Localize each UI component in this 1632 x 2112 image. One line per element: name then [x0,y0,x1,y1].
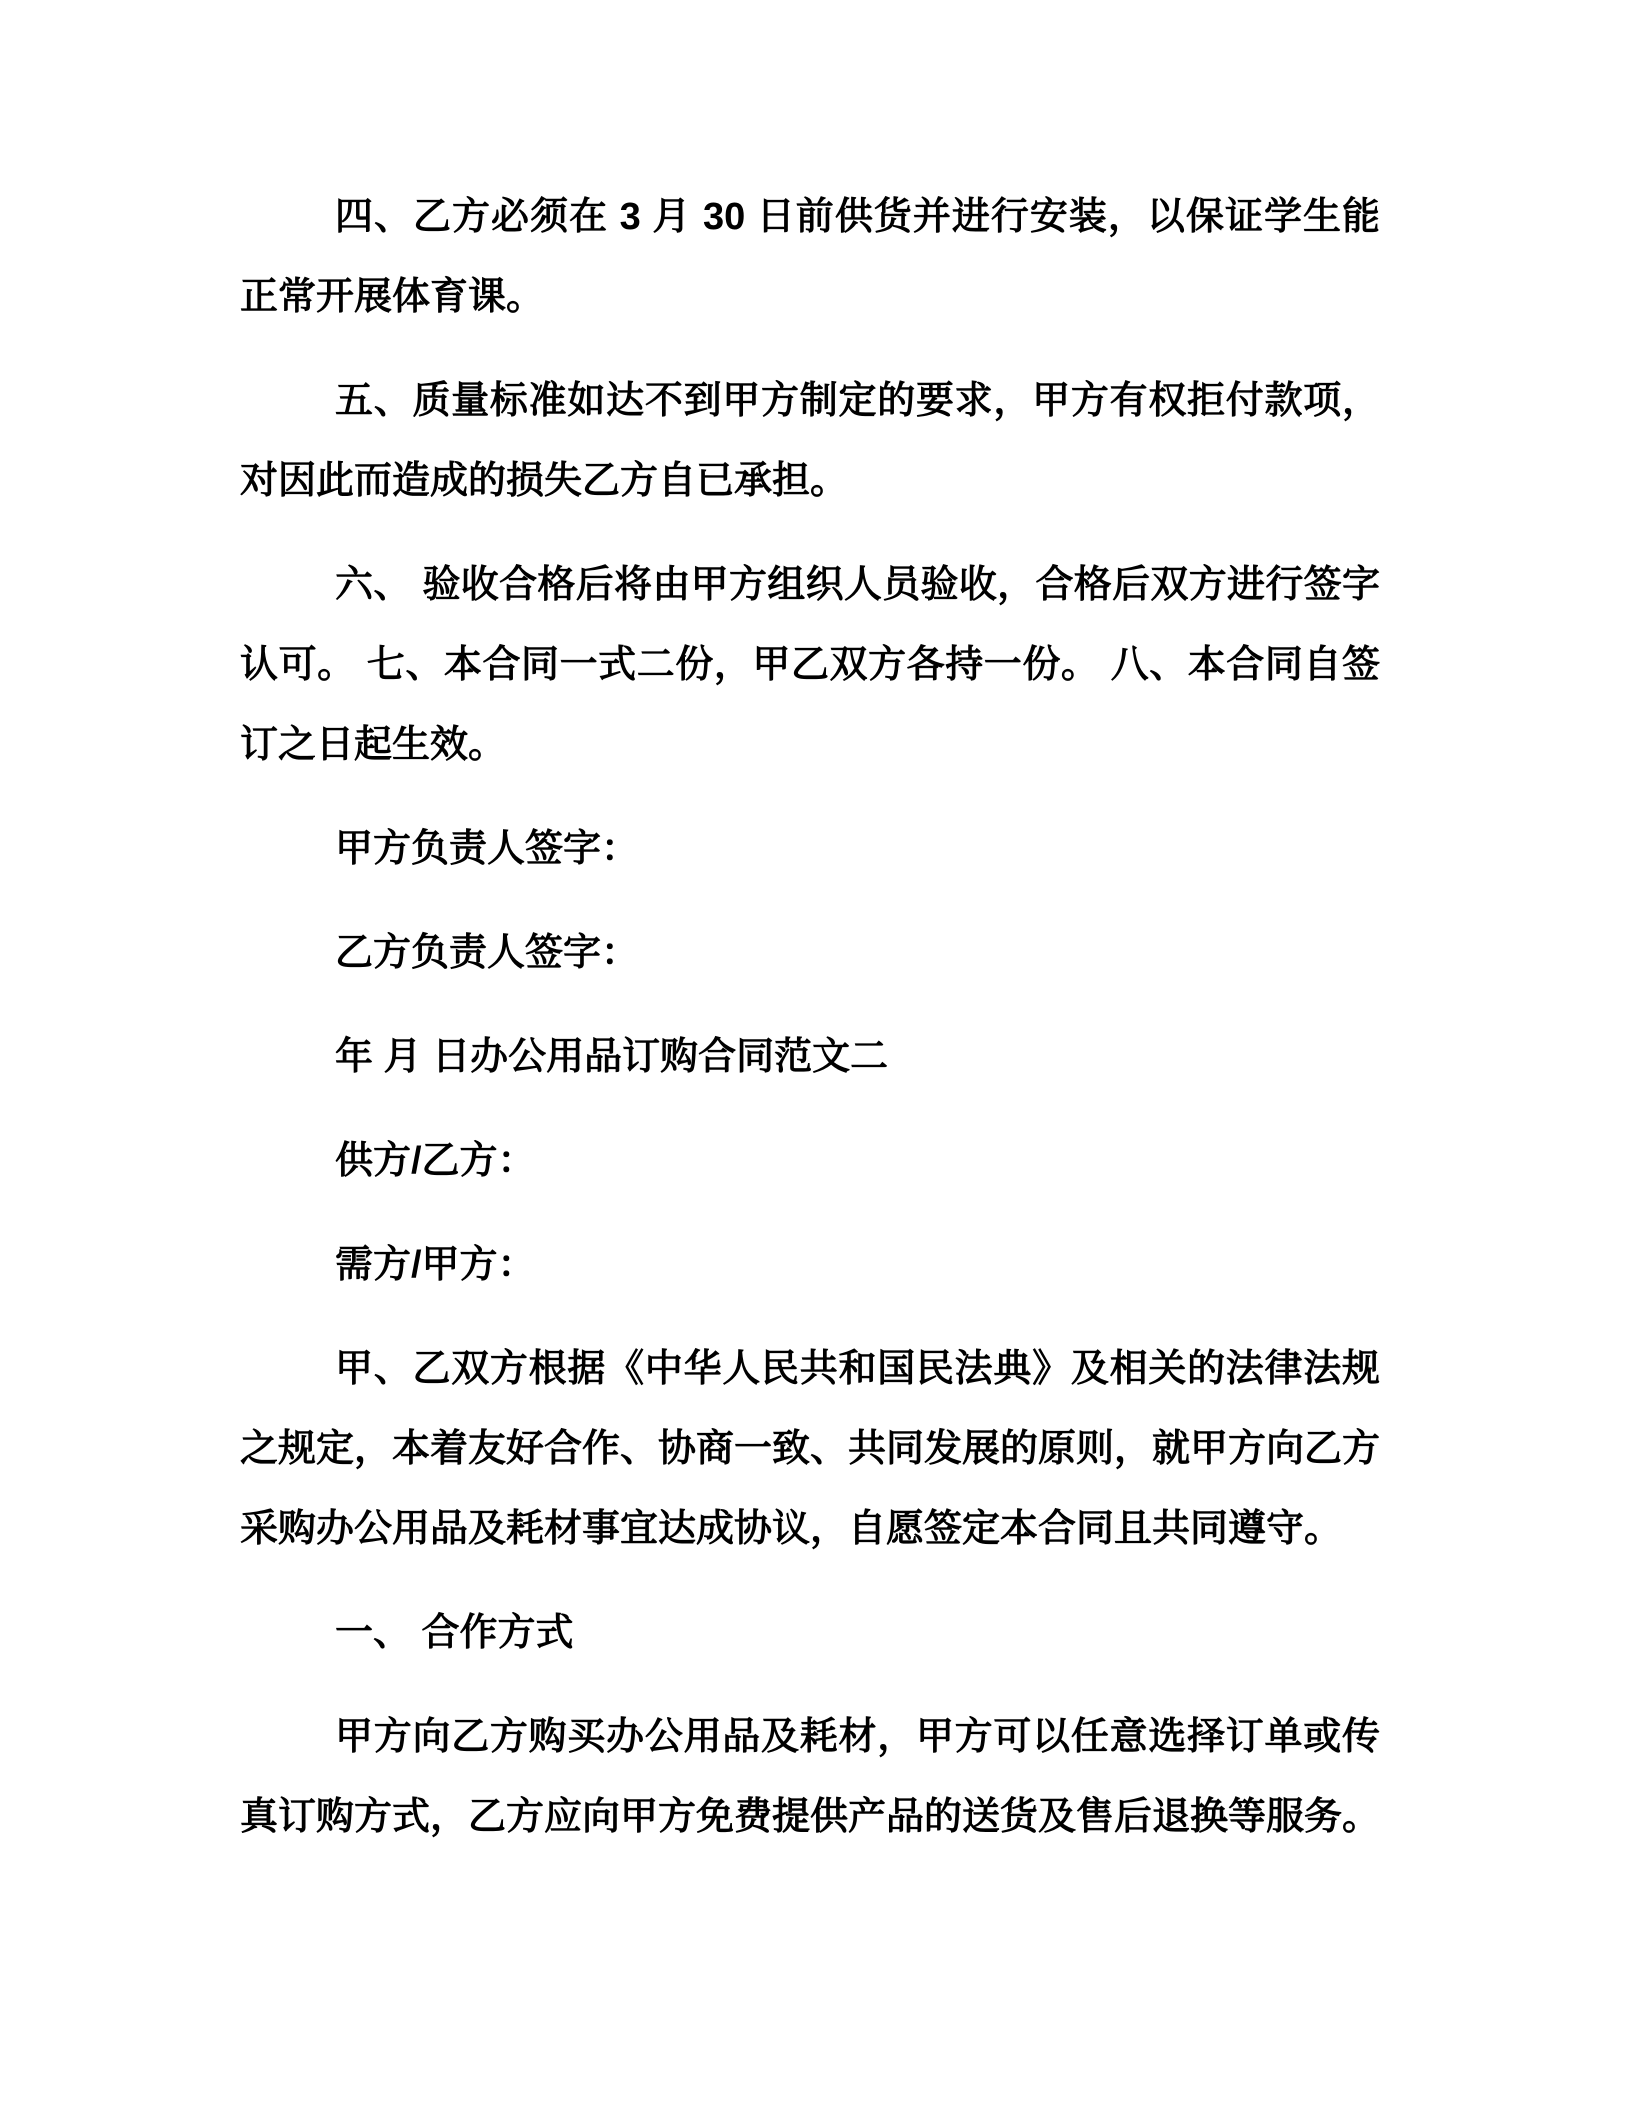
paragraph-section-1-body: 甲方向乙方购买办公用品及耗材，甲方可以任意选择订单或传真订购方式，乙方应向甲方免费提供产品的送货及售后退换等服务。 [240,1716,1381,1838]
paragraph-section-1-heading: 一、 合作方式 [335,1612,574,1654]
paragraph-clause-4: 四、乙方必须在 3 月 30 日前供货并进行安装，以保证学生能正常开展体育课。 [240,196,1380,318]
paragraph-party-a-signature: 甲方负责人签字： [335,828,640,870]
paragraph-party-b-signature: 乙方负责人签字： [335,932,640,974]
paragraph-date-and-title: 年 月 日办公用品订购合同范文二 [335,1036,889,1078]
paragraph-clause-5: 五、质量标准如达不到甲方制定的要求，甲方有权拒付款项，对因此而造成的损失乙方自已承担。 [240,380,1380,502]
paragraph-preamble: 甲、乙双方根据《中华人民共和国民法典》及相关的法律法规之规定，本着友好合作、协商一致、共同发展的原则，就甲方向乙方采购办公用品及耗材事宜达成协议，自愿签定本合同且共同遵守。 [240,1348,1381,1550]
paragraph-buyer-line: 需方/甲方： [335,1244,536,1286]
paragraph-clause-6-7-8: 六、 验收合格后将由甲方组织人员验收，合格后双方进行签字认可。 七、本合同一式二份，甲乙双方各持一份。 八、本合同自签订之日起生效。 [240,564,1380,766]
paragraph-supplier-line: 供方/乙方： [335,1140,536,1182]
